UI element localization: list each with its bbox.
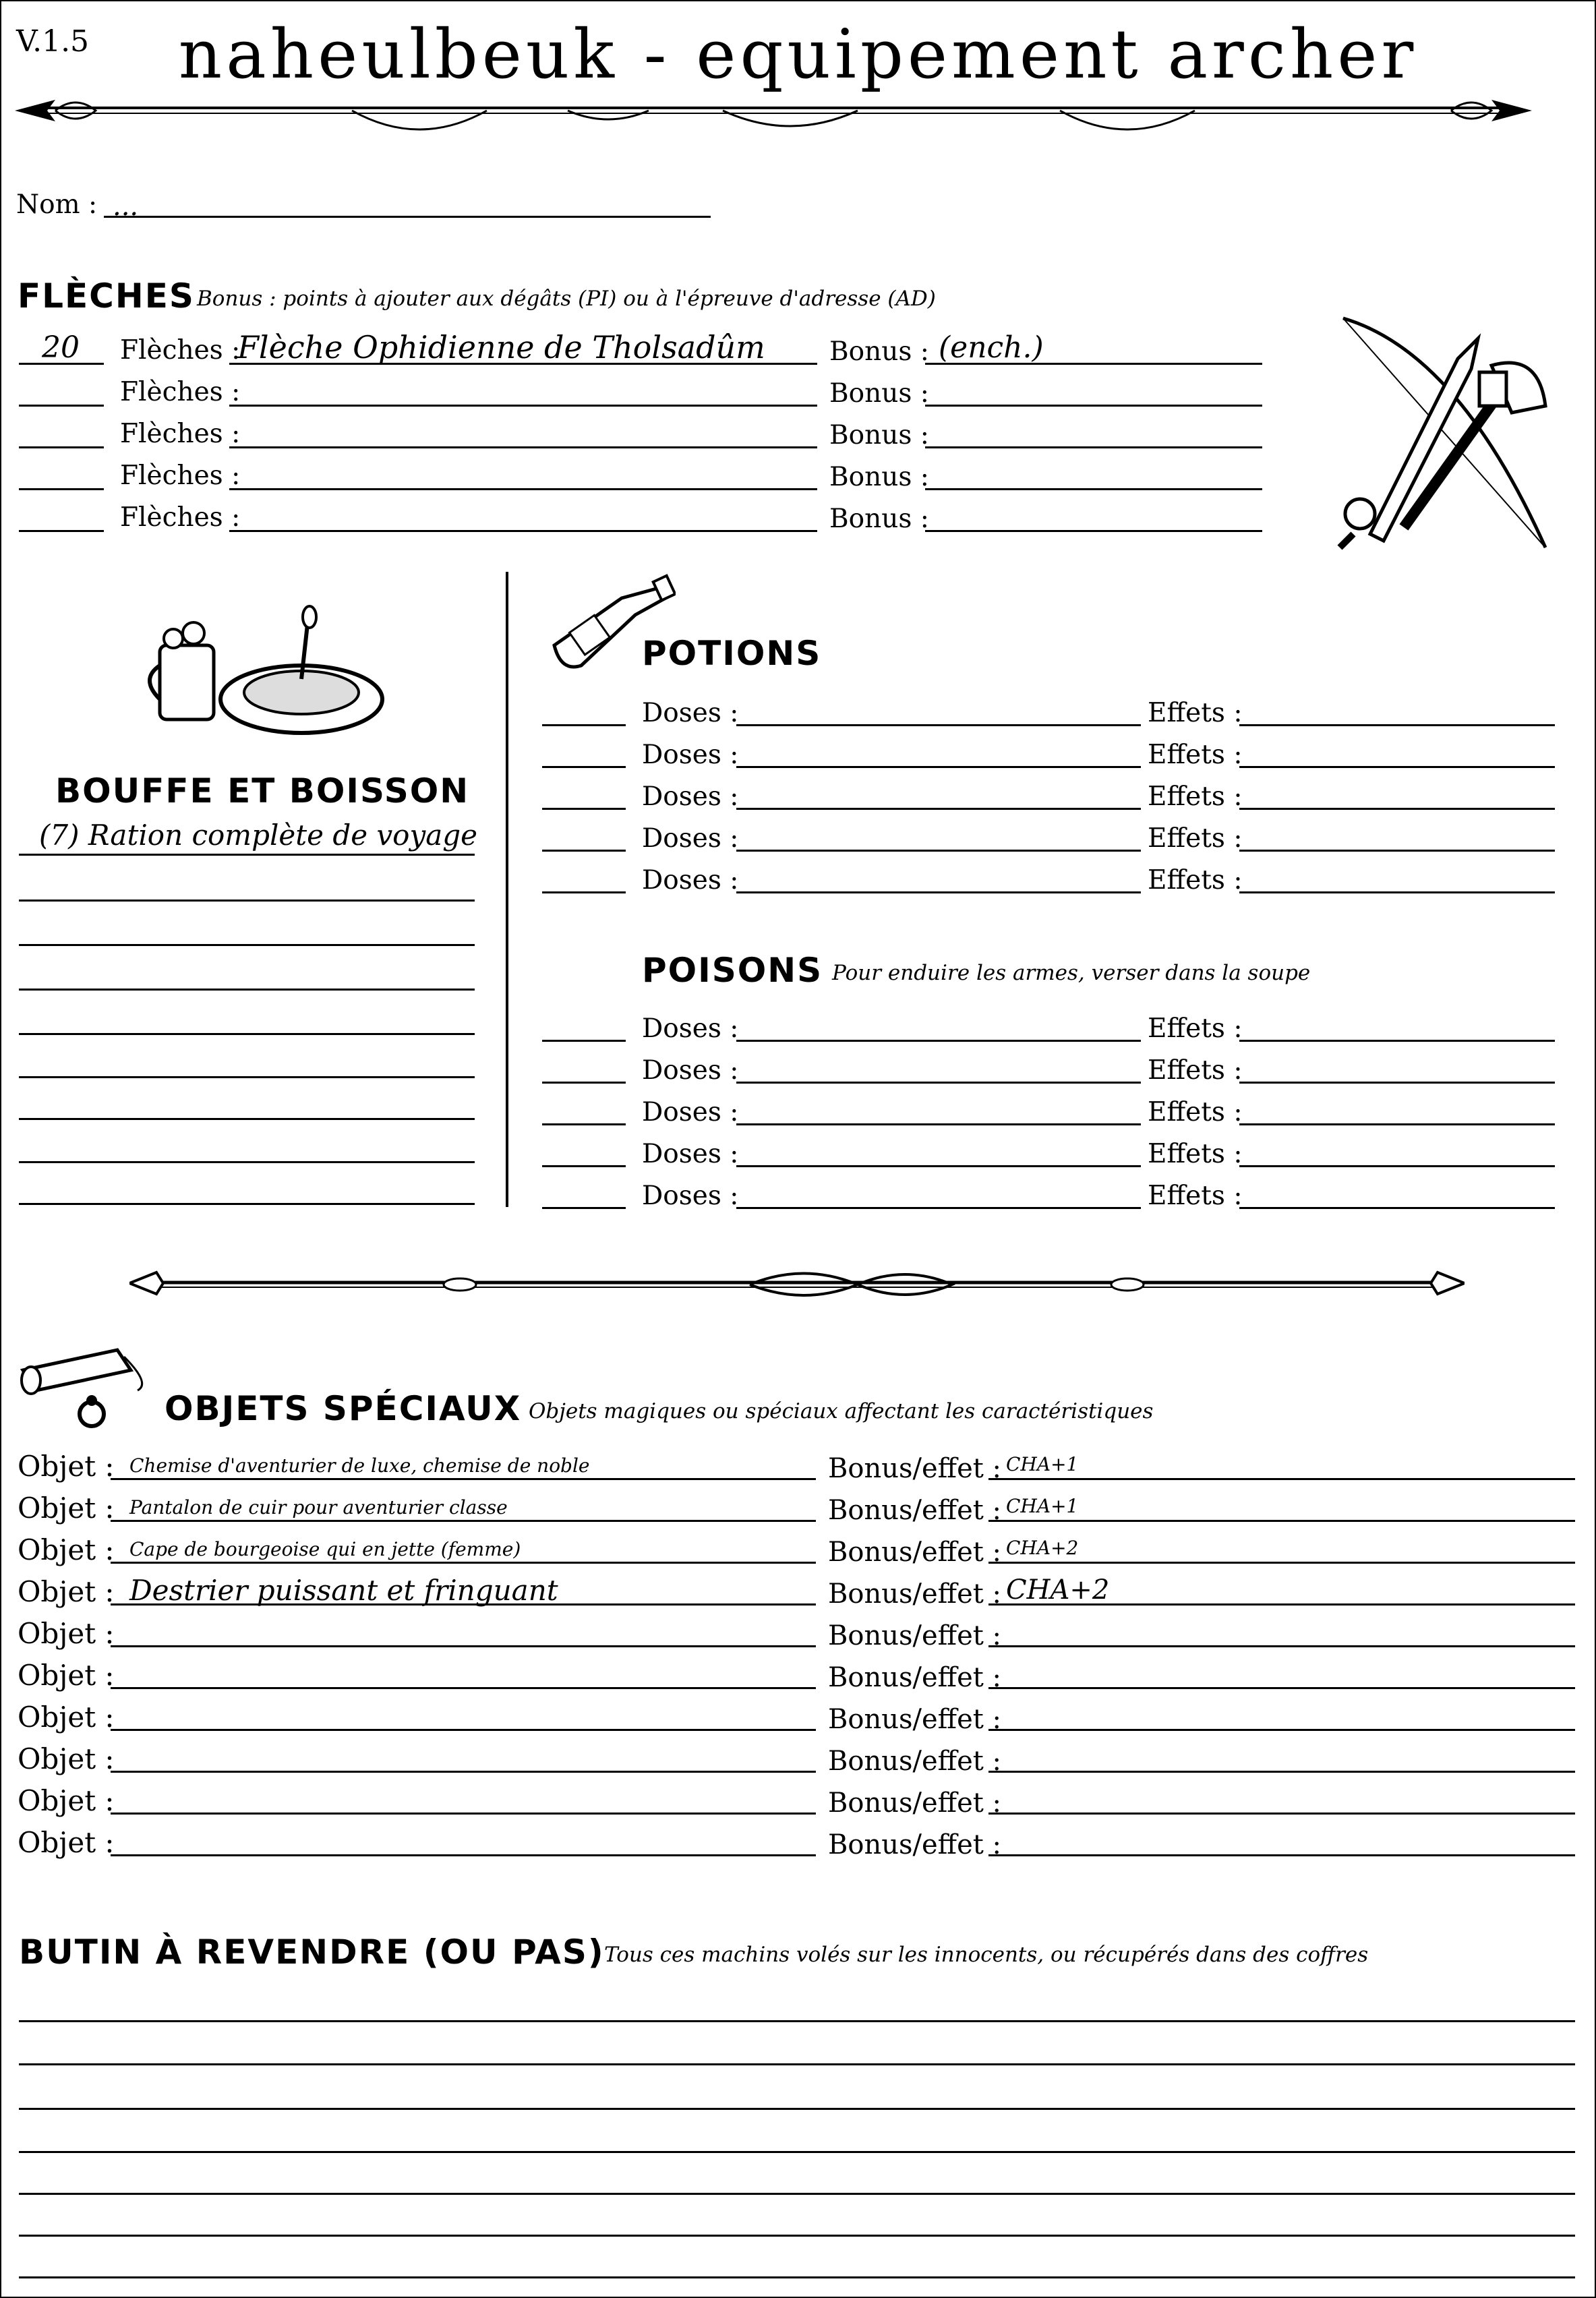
poison-effets-field[interactable] [1239, 1040, 1555, 1042]
objet-bonus-label: Bonus/effet : [828, 1704, 1002, 1735]
food-item: (7) Ration complète de voyage [39, 819, 477, 852]
arrow-name-field[interactable] [229, 488, 817, 490]
poisons-subtitle: Pour enduire les armes, verser dans la soupe [832, 961, 1311, 985]
food-tankard-icon [140, 605, 389, 740]
potion-effets-field[interactable] [1239, 724, 1555, 726]
butin-line[interactable] [19, 2193, 1575, 2195]
poison-doses-label: Doses : [642, 1181, 739, 1211]
objets-title: OBJETS SPÉCIAUX [165, 1389, 522, 1428]
arrow-bonus-field[interactable] [925, 446, 1262, 448]
column-divider [506, 572, 508, 1207]
food-line[interactable] [19, 1161, 475, 1163]
arrow-qty-field[interactable] [19, 488, 104, 490]
bouffe-title: BOUFFE ET BOISSON [55, 771, 470, 811]
objet-label: Objet : [18, 1575, 115, 1608]
food-line[interactable] [19, 1118, 475, 1120]
potion-doses-field[interactable] [736, 891, 1141, 893]
food-line[interactable] [19, 854, 475, 856]
poison-doses-label: Doses : [642, 1013, 739, 1044]
poison-effets-label: Effets : [1148, 1013, 1243, 1044]
arrow-bonus-label: Bonus : [829, 420, 929, 450]
objet-bonus-field[interactable] [988, 1687, 1575, 1689]
potion-effets-label: Effets : [1148, 782, 1243, 812]
butin-line[interactable] [19, 2235, 1575, 2237]
objet-label: Objet : [18, 1826, 115, 1859]
objet-label: Objet : [18, 1533, 115, 1566]
objet-name-value: Pantalon de cuir pour aventurier classe [129, 1496, 508, 1519]
arrow-bonus-value: (ench.) [939, 330, 1044, 365]
objet-bonus-value: CHA+2 [1006, 1574, 1110, 1605]
arrow-name-field[interactable] [229, 405, 817, 407]
arrow-divider-icon [15, 88, 1532, 148]
potion-doses-field[interactable] [736, 808, 1141, 810]
objet-bonus-label: Bonus/effet : [828, 1620, 1002, 1651]
food-line[interactable] [19, 900, 475, 902]
objet-label: Objet : [18, 1492, 115, 1525]
food-line[interactable] [19, 1203, 475, 1205]
objet-label: Objet : [18, 1701, 115, 1734]
objet-bonus-field[interactable] [988, 1729, 1575, 1731]
poison-effets-label: Effets : [1148, 1181, 1243, 1211]
objet-name-field[interactable] [111, 1520, 816, 1522]
objet-name-field[interactable] [111, 1854, 816, 1856]
objet-bonus-label: Bonus/effet : [828, 1579, 1002, 1610]
butin-title: BUTIN À REVENDRE (OU PAS) [19, 1933, 605, 1972]
food-line[interactable] [19, 944, 475, 946]
poison-effets-field[interactable] [1239, 1123, 1555, 1125]
objet-label: Objet : [18, 1659, 115, 1692]
objet-bonus-field[interactable] [988, 1478, 1575, 1480]
poison-doses-field[interactable] [736, 1165, 1141, 1167]
poison-doses-field[interactable] [736, 1082, 1141, 1084]
poison-qty-field[interactable] [542, 1082, 626, 1084]
arrow-name-value: Flèche Ophidienne de Tholsadûm [237, 329, 765, 365]
arrow-name-field[interactable] [229, 530, 817, 532]
objet-bonus-label: Bonus/effet : [828, 1662, 1002, 1693]
objet-bonus-field[interactable] [988, 1562, 1575, 1564]
butin-line[interactable] [19, 2151, 1575, 2153]
objets-subtitle: Objets magiques ou spéciaux affectant les caractéristiques [529, 1399, 1154, 1423]
objet-bonus-label: Bonus/effet : [828, 1788, 1002, 1819]
butin-line[interactable] [19, 2063, 1575, 2065]
nom-field[interactable] [104, 216, 711, 218]
poison-effets-field[interactable] [1239, 1207, 1555, 1209]
potion-effets-label: Effets : [1148, 823, 1243, 854]
objet-bonus-label: Bonus/effet : [828, 1829, 1002, 1860]
arrow-bonus-label: Bonus : [829, 336, 929, 367]
scroll-ring-icon [16, 1343, 158, 1431]
arrow-label: Flèches : [120, 377, 241, 407]
objet-bonus-value: CHA+1 [1006, 1453, 1079, 1475]
crossed-weapons-icon [1323, 312, 1566, 554]
arrow-label: Flèches : [120, 502, 241, 533]
potion-effets-field[interactable] [1239, 766, 1555, 768]
poison-effets-label: Effets : [1148, 1097, 1243, 1127]
butin-subtitle: Tous ces machins volés sur les innocents, ou récupérés dans des coffres [604, 1943, 1369, 1967]
poison-doses-field[interactable] [736, 1123, 1141, 1125]
arrow-name-field[interactable] [229, 446, 817, 448]
arrow-bonus-field[interactable] [925, 405, 1262, 407]
potion-effets-label: Effets : [1148, 865, 1243, 895]
arrow-qty-value: 20 [42, 330, 80, 365]
objet-label: Objet : [18, 1784, 115, 1817]
objet-name-field[interactable] [111, 1478, 816, 1480]
objet-bonus-field[interactable] [988, 1854, 1575, 1856]
poison-doses-field[interactable] [736, 1207, 1141, 1209]
objet-name-value: Chemise d'aventurier de luxe, chemise de noble [129, 1454, 590, 1477]
objet-bonus-label: Bonus/effet : [828, 1495, 1002, 1526]
potion-effets-field[interactable] [1239, 891, 1555, 893]
fleches-title: FLÈCHES [18, 276, 195, 316]
potion-qty-field[interactable] [542, 808, 626, 810]
objet-name-field[interactable] [111, 1771, 816, 1773]
poison-qty-field[interactable] [542, 1165, 626, 1167]
objet-bonus-field[interactable] [988, 1771, 1575, 1773]
potion-doses-field[interactable] [736, 724, 1141, 726]
potion-doses-label: Doses : [642, 865, 739, 895]
objet-name-field[interactable] [111, 1645, 816, 1647]
butin-line[interactable] [19, 2276, 1575, 2278]
poison-qty-field[interactable] [542, 1040, 626, 1042]
objet-name-value: Cape de bourgeoise qui en jette (femme) [129, 1538, 521, 1560]
potion-effets-field[interactable] [1239, 850, 1555, 852]
objet-bonus-field[interactable] [988, 1813, 1575, 1815]
food-line[interactable] [19, 1076, 475, 1078]
nom-value: ... [113, 191, 139, 222]
objet-bonus-field[interactable] [988, 1645, 1575, 1647]
poison-effets-field[interactable] [1239, 1082, 1555, 1084]
potion-qty-field[interactable] [542, 850, 626, 852]
potion-doses-label: Doses : [642, 740, 739, 770]
potion-qty-field[interactable] [542, 891, 626, 893]
objet-name-field[interactable] [111, 1813, 816, 1815]
potion-doses-label: Doses : [642, 698, 739, 728]
potion-doses-field[interactable] [736, 766, 1141, 768]
poison-qty-field[interactable] [542, 1207, 626, 1209]
version-label: V.1.5 [16, 24, 90, 59]
food-line[interactable] [19, 989, 475, 991]
objet-label: Objet : [18, 1617, 115, 1650]
arrow-bonus-field[interactable] [925, 488, 1262, 490]
potion-effets-label: Effets : [1148, 740, 1243, 770]
objet-name-field[interactable] [111, 1687, 816, 1689]
poison-doses-label: Doses : [642, 1139, 739, 1169]
butin-line[interactable] [19, 2020, 1575, 2022]
poison-qty-field[interactable] [542, 1123, 626, 1125]
poison-doses-field[interactable] [736, 1040, 1141, 1042]
arrow-qty-field[interactable] [19, 530, 104, 532]
arrow-label: Flèches : [120, 419, 241, 449]
objet-label: Objet : [18, 1742, 115, 1775]
staff-divider-icon [129, 1259, 1465, 1306]
arrow-label: Flèches : [120, 335, 241, 365]
arrow-bonus-field[interactable] [925, 530, 1262, 532]
poison-effets-field[interactable] [1239, 1165, 1555, 1167]
arrow-qty-field[interactable] [19, 446, 104, 448]
fleches-subtitle: Bonus : points à ajouter aux dégâts (PI) ou à l'épreuve d'adresse (AD) [197, 287, 936, 311]
potion-effets-field[interactable] [1239, 808, 1555, 810]
potion-doses-label: Doses : [642, 782, 739, 812]
objet-label: Objet : [18, 1450, 115, 1483]
objet-bonus-label: Bonus/effet : [828, 1537, 1002, 1568]
objet-name-field[interactable] [111, 1729, 816, 1731]
butin-line[interactable] [19, 2108, 1575, 2110]
potion-qty-field[interactable] [542, 766, 626, 768]
arrow-qty-field[interactable] [19, 405, 104, 407]
poison-effets-label: Effets : [1148, 1139, 1243, 1169]
poison-doses-label: Doses : [642, 1055, 739, 1086]
objet-bonus-label: Bonus/effet : [828, 1746, 1002, 1777]
potion-effets-label: Effets : [1148, 698, 1243, 728]
objet-bonus-value: CHA+2 [1006, 1537, 1079, 1559]
objet-bonus-field[interactable] [988, 1520, 1575, 1522]
objet-name-field[interactable] [111, 1562, 816, 1564]
nom-label: Nom : [16, 189, 98, 220]
potions-title: POTIONS [642, 634, 822, 673]
arrow-bonus-label: Bonus : [829, 462, 929, 492]
objet-name-value: Destrier puissant et fringuant [129, 1574, 558, 1607]
page-title: naheulbeuk - equipement archer [178, 15, 1418, 94]
arrow-bonus-label: Bonus : [829, 378, 929, 409]
arrow-label: Flèches : [120, 461, 241, 491]
objet-bonus-label: Bonus/effet : [828, 1453, 1002, 1484]
food-line[interactable] [19, 1033, 475, 1035]
potion-qty-field[interactable] [542, 724, 626, 726]
arrow-bonus-label: Bonus : [829, 504, 929, 534]
poisons-title: POISONS [642, 951, 823, 990]
poison-doses-label: Doses : [642, 1097, 739, 1127]
objet-bonus-value: CHA+1 [1006, 1495, 1079, 1517]
poison-effets-label: Effets : [1148, 1055, 1243, 1086]
potion-doses-label: Doses : [642, 823, 739, 854]
potion-doses-field[interactable] [736, 850, 1141, 852]
